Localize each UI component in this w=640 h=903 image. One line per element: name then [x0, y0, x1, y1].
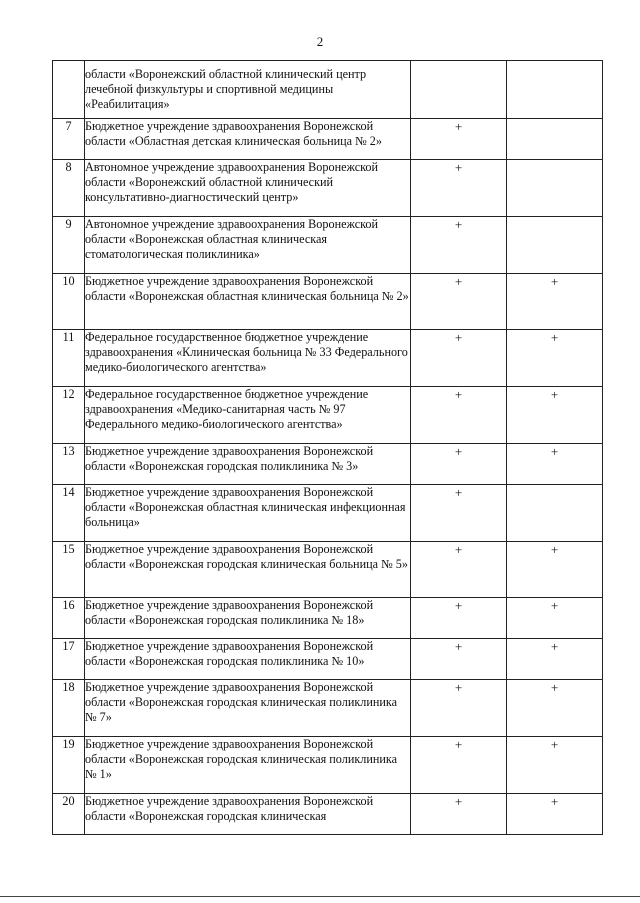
row-number: 17	[53, 639, 85, 680]
institution-name: Бюджетное учреждение здравоохранения Воронежской области «Воронежская городская клиническая больница № 5»	[85, 542, 411, 598]
row-number: 19	[53, 737, 85, 794]
mark-column-2	[507, 160, 603, 217]
table-row	[53, 542, 603, 598]
mark-column-2: +	[507, 387, 603, 444]
table-row	[53, 61, 603, 119]
page-edge-line	[0, 896, 640, 897]
row-number: 16	[53, 598, 85, 639]
institution-name: Автономное учреждение здравоохранения Воронежской области «Воронежский областной клинический консультативно-диагностический центр»	[85, 160, 411, 217]
row-number: 12	[53, 387, 85, 444]
mark-column-1: +	[411, 639, 507, 680]
row-number: 7	[53, 119, 85, 160]
table-row	[53, 737, 603, 794]
mark-column-2: +	[507, 542, 603, 598]
table-row	[53, 119, 603, 160]
mark-column-1: +	[411, 485, 507, 542]
mark-column-2: +	[507, 639, 603, 680]
row-number: 11	[53, 330, 85, 387]
table-row	[53, 639, 603, 680]
institution-name: Бюджетное учреждение здравоохранения Воронежской области «Воронежская городская клиническая поликлиника № 1»	[85, 737, 411, 794]
institution-name: Федеральное государственное бюджетное учреждение здравоохранения «Клиническая больница № 33 Федерального медико-биологического агентства»	[85, 330, 411, 387]
institution-name: Бюджетное учреждение здравоохранения Воронежской области «Областная детская клиническая больница № 2»	[85, 119, 411, 160]
institution-name: Бюджетное учреждение здравоохранения Воронежской области «Воронежская городская клиническая поликлиника № 7»	[85, 680, 411, 737]
table-row	[53, 387, 603, 444]
row-number: 18	[53, 680, 85, 737]
row-number: 13	[53, 444, 85, 485]
mark-column-1	[411, 61, 507, 119]
institution-name: Федеральное государственное бюджетное учреждение здравоохранения «Медико-санитарная часть № 97 Федерального медико-биологического агентства»	[85, 387, 411, 444]
mark-column-1: +	[411, 274, 507, 330]
table-row	[53, 160, 603, 217]
mark-column-1: +	[411, 330, 507, 387]
table-row	[53, 680, 603, 737]
mark-column-1: +	[411, 160, 507, 217]
institution-name: области «Воронежский областной клинический центр лечебной физкультуры и спортивной медицины «Реабилитация»	[85, 61, 411, 119]
institution-name: Бюджетное учреждение здравоохранения Воронежской области «Воронежская городская поликлиника № 18»	[85, 598, 411, 639]
institution-name: Бюджетное учреждение здравоохранения Воронежской области «Воронежская городская поликлиника № 3»	[85, 444, 411, 485]
row-number: 20	[53, 794, 85, 835]
table-row	[53, 330, 603, 387]
mark-column-1: +	[411, 737, 507, 794]
institution-name: Бюджетное учреждение здравоохранения Воронежской области «Воронежская областная клиническая инфекционная больница»	[85, 485, 411, 542]
row-number: 14	[53, 485, 85, 542]
mark-column-2	[507, 119, 603, 160]
mark-column-2: +	[507, 444, 603, 485]
row-number: 8	[53, 160, 85, 217]
row-number: 15	[53, 542, 85, 598]
institution-name: Бюджетное учреждение здравоохранения Воронежской области «Воронежская городская поликлиника № 10»	[85, 639, 411, 680]
row-number: 9	[53, 217, 85, 274]
mark-column-1: +	[411, 680, 507, 737]
table-row	[53, 598, 603, 639]
mark-column-1: +	[411, 598, 507, 639]
mark-column-2: +	[507, 330, 603, 387]
mark-column-1: +	[411, 119, 507, 160]
institution-name: Бюджетное учреждение здравоохранения Воронежской области «Воронежская городская клиническая	[85, 794, 411, 835]
mark-column-1: +	[411, 387, 507, 444]
mark-column-1: +	[411, 444, 507, 485]
table-row	[53, 485, 603, 542]
table-row	[53, 794, 603, 835]
row-number	[53, 61, 85, 119]
mark-column-2	[507, 61, 603, 119]
mark-column-2: +	[507, 794, 603, 835]
page-number: 2	[316, 34, 324, 49]
mark-column-2: +	[507, 598, 603, 639]
table-row	[53, 444, 603, 485]
institution-name: Автономное учреждение здравоохранения Воронежской области «Воронежская областная клиническая стоматологическая поликлиника»	[85, 217, 411, 274]
mark-column-1: +	[411, 542, 507, 598]
mark-column-2: +	[507, 737, 603, 794]
institutions-table	[52, 60, 603, 835]
mark-column-2: +	[507, 680, 603, 737]
mark-column-1: +	[411, 794, 507, 835]
mark-column-1: +	[411, 217, 507, 274]
institution-name: Бюджетное учреждение здравоохранения Воронежской области «Воронежская областная клиническая больница № 2»	[85, 274, 411, 330]
table-row	[53, 217, 603, 274]
table-row	[53, 274, 603, 330]
row-number: 10	[53, 274, 85, 330]
mark-column-2: +	[507, 274, 603, 330]
mark-column-2	[507, 217, 603, 274]
mark-column-2	[507, 485, 603, 542]
